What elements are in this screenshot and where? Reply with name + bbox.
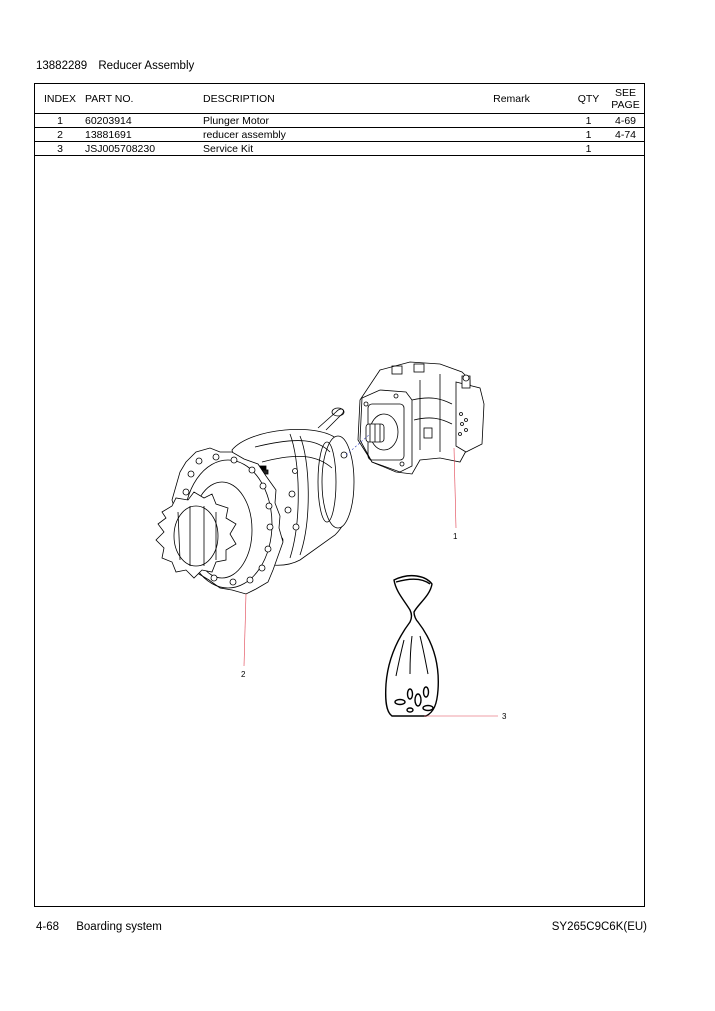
callout-3: 3 bbox=[502, 712, 507, 721]
row-index: 1 bbox=[57, 114, 63, 127]
header-see-line2: PAGE bbox=[611, 98, 640, 111]
reducer-assembly-drawing bbox=[156, 408, 354, 594]
row-qty: 1 bbox=[585, 114, 592, 127]
service-kit-bag-drawing bbox=[386, 576, 439, 716]
assembly-name: Reducer Assembly bbox=[98, 60, 195, 72]
row-part-no: 13881691 bbox=[85, 128, 132, 141]
row-see-page: 4-74 bbox=[614, 128, 636, 141]
header-part-no: PART NO. bbox=[85, 84, 203, 114]
row-description: Service Kit bbox=[203, 142, 254, 155]
header-index: INDEX bbox=[35, 84, 85, 114]
leader-line-2 bbox=[244, 594, 246, 666]
row-qty: 1 bbox=[585, 128, 592, 141]
page-number: 4-68 bbox=[36, 921, 60, 933]
row-description: Plunger Motor bbox=[203, 114, 269, 127]
callout-1: 1 bbox=[453, 532, 458, 541]
model-number: SY265C9C6K(EU) bbox=[551, 921, 647, 933]
callout-2: 2 bbox=[241, 670, 246, 679]
header-qty: QTY bbox=[570, 84, 607, 114]
row-part-no: 60203914 bbox=[85, 114, 132, 127]
row-see-page: 4-69 bbox=[614, 114, 636, 127]
row-qty: 1 bbox=[585, 142, 592, 155]
plunger-motor-drawing bbox=[358, 362, 484, 474]
section-name: Boarding system bbox=[76, 921, 162, 933]
header-see-line1: SEE bbox=[614, 86, 636, 99]
row-index: 2 bbox=[57, 128, 63, 141]
assembly-number: 13882289 bbox=[36, 60, 88, 72]
header-description: DESCRIPTION bbox=[203, 84, 453, 114]
row-index: 3 bbox=[57, 142, 63, 155]
row-part-no: JSJ005708230 bbox=[85, 142, 156, 155]
row-description: reducer assembly bbox=[203, 128, 286, 141]
header-remark: Remark bbox=[453, 84, 570, 114]
footer-left bbox=[36, 921, 162, 933]
